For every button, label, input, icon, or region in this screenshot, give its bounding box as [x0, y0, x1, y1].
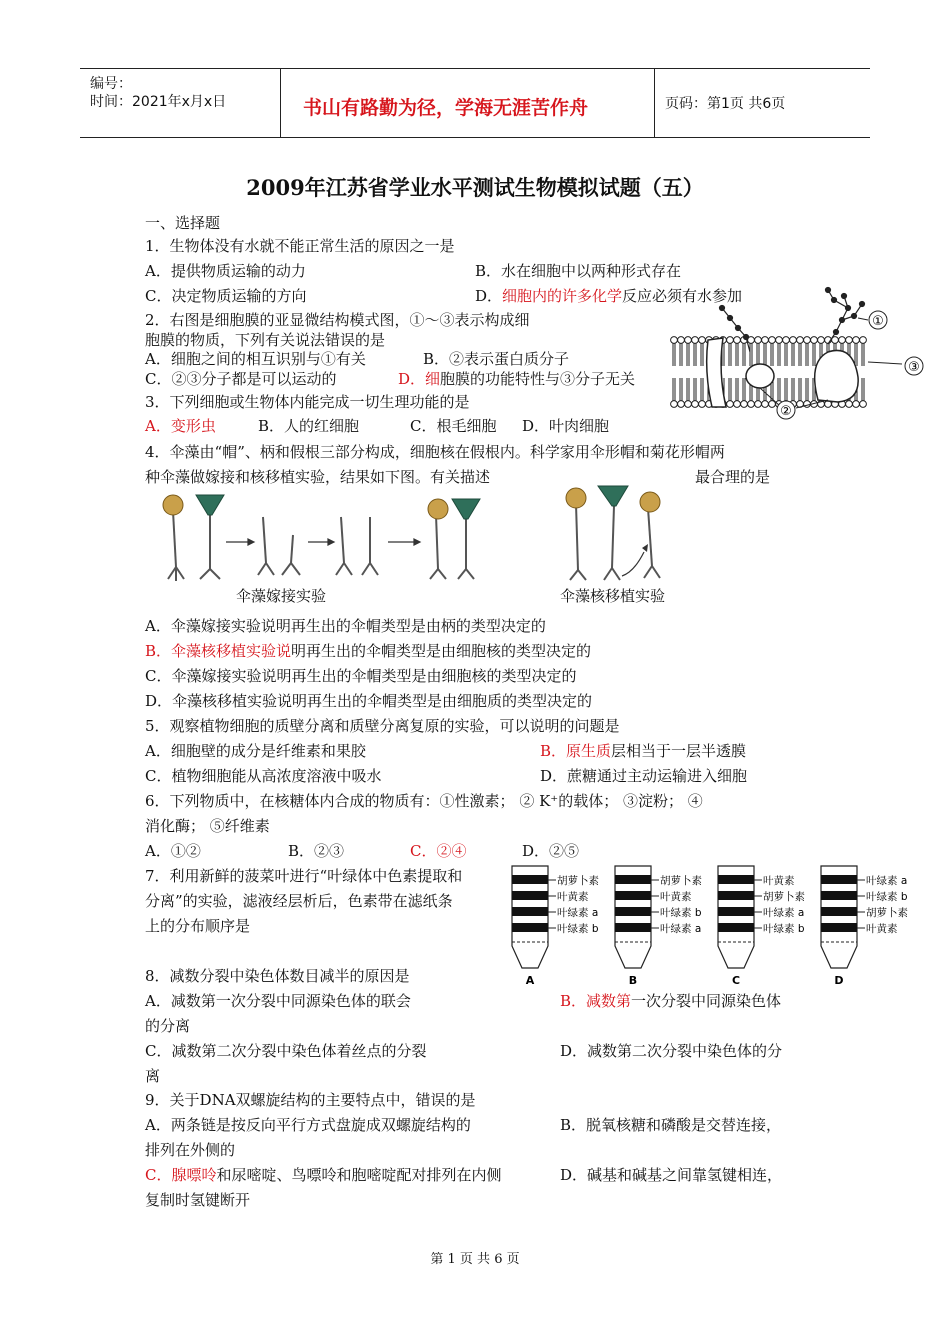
fig-label-2: ② [780, 404, 792, 419]
large-protein [815, 350, 859, 402]
q3-option-b: B．人的红细胞 [258, 417, 360, 435]
pigment-label: 叶黄素 [557, 891, 589, 903]
q3-option-d: D．叶肉细胞 [522, 417, 610, 435]
q1-option-a: A．提供物质运输的动力 [145, 262, 306, 280]
strip-C [718, 866, 805, 987]
strip-letter: A [525, 974, 535, 987]
q2-option-a: A．细胞之间的相互识别与①有关 [145, 350, 366, 368]
q2-stem-2: 胞膜的物质，下列有关说法错误的是 [145, 331, 386, 349]
q1-option-c: C．决定物质运输的方向 [145, 287, 307, 305]
q6-option-b: B．②③ [288, 842, 345, 860]
strip-A [512, 866, 599, 987]
q7-stem-3: 上的分布顺序是 [145, 917, 251, 935]
q4-option-a: A．伞藻嫁接实验说明再生出的伞帽类型是由柄的类型决定的 [145, 617, 546, 635]
cell-membrane-figure [668, 282, 930, 422]
section-heading: 一、选择题 [145, 214, 221, 232]
pigment-label: 叶绿素 a [557, 907, 599, 919]
pigment-band [718, 891, 754, 900]
nuclear-transplant-figure [548, 482, 688, 586]
q3-stem: 3．下列细胞或生物体内能完成一切生理功能的是 [145, 393, 470, 411]
q3-option-c: C．根毛细胞 [410, 417, 497, 435]
pigment-label: 叶黄素 [763, 875, 795, 887]
q8-stem: 8．减数分裂中染色体数目减半的原因是 [145, 967, 410, 985]
pigment-label: 叶绿素 a [763, 907, 805, 919]
pigment-band [718, 923, 754, 932]
pigment-band [821, 907, 857, 916]
q9-stem: 9．关于DNA双螺旋结构的主要特点中，错误的是 [145, 1091, 476, 1109]
q6-option-c: C．②④ [410, 842, 467, 860]
q1-stem: 1．生物体没有水就不能正常生活的原因之一是 [145, 237, 455, 255]
date-label: 时间：2021年x月x日 [90, 94, 227, 110]
pigment-band [615, 875, 651, 884]
q4-stem-2-end: 最合理的是 [695, 468, 771, 486]
strip-B [615, 866, 702, 987]
pigment-label: 胡萝卜素 [660, 875, 702, 887]
q8-option-a: A．减数第一次分裂中同源染色体的联会 [145, 992, 411, 1010]
q4-stem-2: 种伞藻做嫁接和核移植实验，结果如下图。有关描述 [145, 468, 491, 486]
q8-option-b-cont: 的分离 [145, 1017, 191, 1035]
header-left-cell [80, 69, 281, 137]
header-page-cell [655, 69, 870, 137]
grafting-caption: 伞藻嫁接实验 [236, 587, 327, 605]
page-title: 2009年江苏省学业水平测试生物模拟试题（五） [246, 175, 704, 200]
transplant-caption: 伞藻核移植实验 [560, 587, 666, 605]
pigment-label: 叶绿素 a [660, 923, 702, 935]
pigment-band [718, 907, 754, 916]
motto: 书山有路勤为径，学海无涯苦作舟 [303, 97, 589, 119]
fig-label-3: ③ [908, 360, 920, 375]
pigment-label: 胡萝卜素 [763, 891, 805, 903]
transmembrane-protein [707, 338, 726, 407]
q4-option-d: D．伞藻核移植实验说明再生出的伞帽类型是由细胞质的类型决定的 [145, 692, 593, 710]
q5-option-c: C．植物细胞能从高浓度溶液中吸水 [145, 767, 382, 785]
strip-letter: B [628, 974, 638, 987]
pigment-label: 叶黄素 [866, 923, 898, 935]
pigment-band [615, 891, 651, 900]
q8-option-b: B．减数第一次分裂中同源染色体 [560, 992, 782, 1010]
q8-option-c: C．减数第二次分裂中染色体着丝点的分裂 [145, 1042, 427, 1060]
peripheral-protein [746, 364, 774, 388]
q7-stem-2: 分离”的实验，滤液经层析后，色素带在滤纸条 [145, 892, 453, 910]
pigment-band [821, 875, 857, 884]
strip-letter: C [731, 974, 741, 987]
q5-option-b: B．原生质层相当于一层半透膜 [540, 742, 747, 760]
pigment-band [512, 923, 548, 932]
q2-option-b: B．②表示蛋白质分子 [423, 350, 570, 368]
q9-option-c: C．腺嘌呤和尿嘧啶、鸟嘌呤和胞嘧啶配对排列在内侧 [145, 1166, 502, 1184]
q6-stem-1: 6．下列物质中，在核糖体内合成的物质有：①性激素； ② K⁺的载体； ③淀粉； ④ [145, 792, 703, 810]
pigment-label: 叶绿素 b [660, 907, 702, 919]
chromatography-strips-figure [508, 862, 920, 990]
code-label: 编号： [90, 76, 132, 92]
header-table [80, 68, 870, 138]
q2-option-c: C．②③分子都是可以运动的 [145, 370, 337, 388]
q4-stem-1: 4．伞藻由“帽”、柄和假根三部分构成，细胞核在假根内。科学家用伞形帽和菊花形帽两 [145, 443, 725, 461]
pigment-band [821, 923, 857, 932]
pigment-label: 胡萝卜素 [866, 907, 908, 919]
q6-option-d: D．②⑤ [522, 842, 580, 860]
q9-option-ab-cont: 排列在外侧的 [145, 1141, 236, 1159]
q9-option-a: A．两条链是按反向平行方式盘旋成双螺旋结构的 [145, 1116, 471, 1134]
pigment-label: 叶绿素 a [866, 875, 908, 887]
q4-option-b: B．伞藻核移植实验说明再生出的伞帽类型是由细胞核的类型决定的 [145, 642, 592, 660]
q2-stem-1: 2．右图是细胞膜的亚显微结构模式图，①～③表示构成细 [145, 311, 530, 329]
pigment-label: 叶绿素 b [557, 923, 599, 935]
q5-option-a: A．细胞壁的成分是纤维素和果胶 [145, 742, 366, 760]
header-motto-cell [281, 69, 655, 137]
q7-stem-1: 7．利用新鲜的菠菜叶进行“叶绿体中色素提取和 [145, 867, 463, 885]
fig-label-1: ① [872, 314, 884, 329]
pigment-band [821, 891, 857, 900]
q9-option-d: D．碱基和碱基之间靠氢键相连， [560, 1166, 783, 1184]
pigment-band [718, 875, 754, 884]
pigment-band [512, 891, 548, 900]
strip-D [821, 866, 908, 987]
q5-option-d: D．蔗糖通过主动运输进入细胞 [540, 767, 748, 785]
pigment-band [615, 923, 651, 932]
strip-letter: D [834, 974, 844, 987]
q1-option-d: D．细胞内的许多化学反应必须有水参加 [475, 287, 743, 305]
pigment-label: 胡萝卜素 [557, 875, 599, 887]
grafting-experiment-figure [148, 487, 488, 587]
q1-option-b: B．水在细胞中以两种形式存在 [475, 262, 682, 280]
pigment-band [615, 907, 651, 916]
q9-option-b: B．脱氧核糖和磷酸是交替连接， [560, 1116, 782, 1134]
q2-option-d: D．细胞膜的功能特性与③分子无关 [398, 370, 636, 388]
q6-stem-2: 消化酶； ⑤纤维素 [145, 817, 270, 835]
q3-option-a: A．变形虫 [145, 417, 216, 435]
q5-stem: 5．观察植物细胞的质壁分离和质壁分离复原的实验，可以说明的问题是 [145, 717, 620, 735]
pigment-label: 叶绿素 b [763, 923, 805, 935]
q8-option-d-cont: 离 [145, 1067, 161, 1085]
pigment-band [512, 907, 548, 916]
q8-option-d: D．减数第二次分裂中染色体的分 [560, 1042, 783, 1060]
pigment-band [512, 875, 548, 884]
page-label: 页码：第1页 共6页 [665, 96, 786, 112]
pigment-label: 叶绿素 b [866, 891, 908, 903]
pigment-label: 叶黄素 [660, 891, 692, 903]
q4-option-c: C．伞藻嫁接实验说明再生出的伞帽类型是由细胞核的类型决定的 [145, 667, 577, 685]
page-footer: 第 1 页 共 6 页 [430, 1252, 520, 1267]
q9-option-cd-cont: 复制时氢键断开 [145, 1191, 251, 1209]
q6-option-a: A．①② [145, 842, 201, 860]
